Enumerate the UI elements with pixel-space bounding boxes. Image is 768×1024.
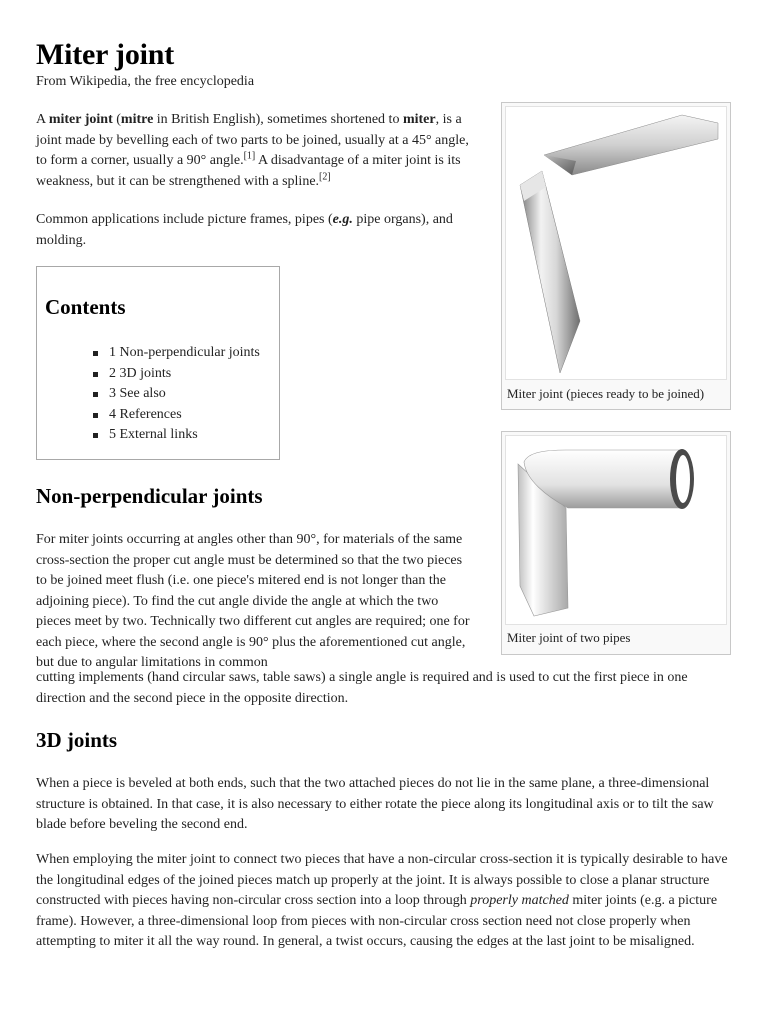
reference-link-2[interactable]: [2] xyxy=(319,170,331,182)
vertical-piece xyxy=(520,171,580,373)
toc-item-non-perpendicular-joints[interactable]: 1 Non-perpendicular joints xyxy=(91,343,260,364)
section-heading-non-perpendicular-joints: Non-perpendicular joints xyxy=(36,484,263,508)
3d-joints-paragraph-2: When employing the miter joint to connect two pieces that have a non-circular cross-section it is typically desirable to have the longitudinal edges of the joined pieces match up properly at the joint. It is always possible to close a planar structure constructed with pieces having non-circular cross section into a loop through properly matched miter joints (e.g. a picture frame). However, a three-dimensional loop from pieces with non-circular cross section need not close properly when attempting to miter it all the way round. In general, a twist occurs, causing the edges at the last joint to be misaligned. xyxy=(36,852,728,949)
term-miter: miter xyxy=(402,112,436,127)
emphasis-properly-matched: properly matched xyxy=(470,893,569,908)
page-subtitle: From Wikipedia, the free encyclopedia xyxy=(36,74,255,89)
miter-pipes-illustration xyxy=(506,436,726,624)
section-heading-3d-joints: 3D joints xyxy=(36,728,118,752)
miter-pieces-illustration xyxy=(506,107,726,379)
figure-miter-pieces-image[interactable] xyxy=(505,106,727,380)
toc-title: Contents xyxy=(45,295,126,319)
term-miter-joint: miter joint xyxy=(48,112,113,127)
non-perpendicular-paragraph: For miter joints occurring at angles other than 90°, for materials of the same cross-section the proper cut angle must be determined so that the two pieces to be joined meet flush (i.e. one piece's mitered end is not longer than the adjoining piece). To find the cut angle divide the angle at which the two pieces meet by two. Technically two different cut angles are required; one for each piece, where the second angle is 90° plus the aforementioned cut angle, but due to angular limitations in common xyxy=(36,532,470,670)
figure-miter-pieces xyxy=(501,102,731,410)
reference-link-1[interactable]: [1] xyxy=(243,150,256,162)
table-of-contents xyxy=(36,266,280,460)
eg-abbreviation: e.g. xyxy=(332,212,353,227)
pipe-end-inner xyxy=(676,455,690,503)
3d-joints-paragraph-1: When a piece is beveled at both ends, such that the two attached pieces do not lie in the same plane, a three-dimensional structure is obtained. In that case, it is also necessary to either rotate the piece along its longitudinal axis or to tilt the saw blade before beveling the second end. xyxy=(36,776,714,832)
intro-paragraph-1: A miter joint (mitre in British English), sometimes shortened to miter, is a joint made by bevelling each of two parts to be joined, usually at a 45° angle, to form a corner, usually a 90° angle.[1] A disadvantage of a miter joint is its weakness, but it can be strengthened with a spline.[2] xyxy=(36,112,469,189)
toc-item-3d-joints[interactable]: 2 3D joints xyxy=(91,364,260,385)
figure-caption-2: Miter joint of two pipes xyxy=(507,630,631,645)
toc-item-see-also[interactable]: 3 See also xyxy=(91,384,260,405)
intro-paragraph-2: Common applications include picture frames, pipes (e.g. pipe organs), and molding. xyxy=(36,212,453,248)
term-mitre: mitre xyxy=(120,112,154,127)
toc-item-external-links[interactable]: 5 External links xyxy=(91,425,260,446)
figure-miter-pipes-image[interactable] xyxy=(505,435,727,625)
figure-caption-1: Miter joint (pieces ready to be joined) xyxy=(507,386,705,401)
toc-item-references[interactable]: 4 References xyxy=(91,405,260,426)
non-perpendicular-paragraph-continued: cutting implements (hand circular saws, table saws) a single angle is required and is used to cut the first piece in one direction and the second piece in the opposite direction. xyxy=(36,670,688,706)
figure-miter-pipes xyxy=(501,431,731,655)
page-title: Miter joint xyxy=(36,38,175,71)
toc-list xyxy=(91,343,260,446)
